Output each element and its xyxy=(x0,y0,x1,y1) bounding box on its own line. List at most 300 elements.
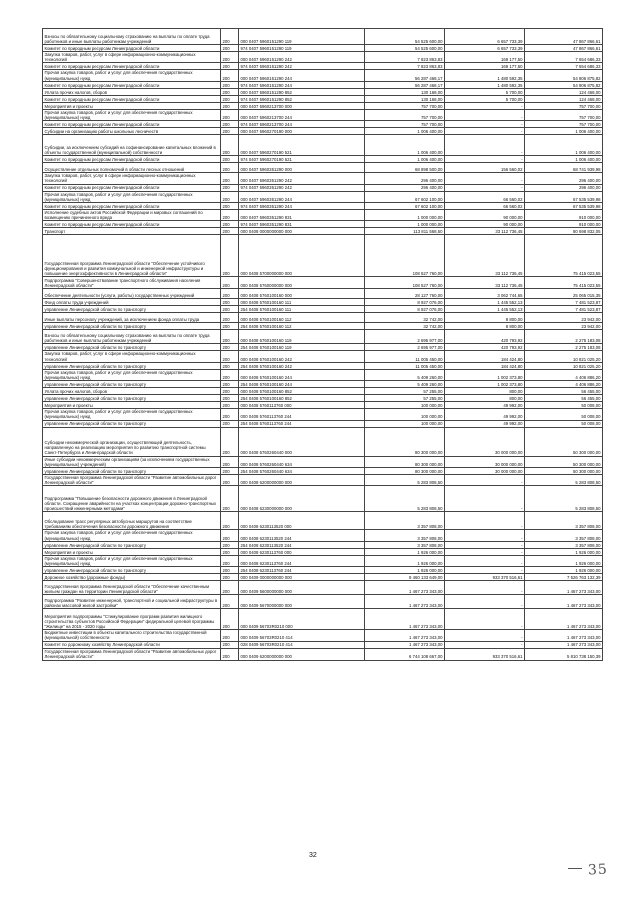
row-executed: 33 112 736,45 xyxy=(445,277,525,289)
row-executed: - xyxy=(445,581,525,595)
row-executed: 1 002 373,80 xyxy=(445,381,525,388)
row-approved: 1 006 400,00 xyxy=(365,156,445,163)
row-approved: 8 460 133 649,00 xyxy=(365,574,445,581)
row-name: Комитет по природным ресурсам Ленинградской области xyxy=(43,221,221,228)
row-code: 200 xyxy=(221,203,239,210)
row-kbk: 028 0409 56703R0210 414 xyxy=(239,641,365,648)
row-name: Прочая закупка товаров, работ и услуг для обеспечения государственных (муниципальных) нужд xyxy=(43,109,221,120)
handwritten-sheet-number: 35 xyxy=(587,861,609,879)
row-kbk: 974 0407 5960151290 852 xyxy=(239,95,365,102)
row-remaining: 910 000,00 xyxy=(525,210,603,221)
row-remaining: 47 867 866,61 xyxy=(525,45,603,52)
row-name: Закупка товаров, работ, услуг в сфере информационно-коммуникационных технологий xyxy=(43,52,221,63)
row-kbk: 000 0409 56703R0210 000 xyxy=(239,609,365,630)
row-approved: 28 127 760,00 xyxy=(365,289,445,299)
table-row xyxy=(43,381,603,388)
row-code: 200 xyxy=(221,102,239,109)
row-executed: - xyxy=(445,641,525,648)
row-remaining: 757 700,00 xyxy=(525,109,603,120)
page-number: 32 xyxy=(309,852,317,859)
row-name: Подпрограмма "Совершенствование транспортного обслуживания населения Ленинградской области" xyxy=(43,277,221,289)
row-executed: - xyxy=(445,135,525,156)
row-remaining: 3 357 808,00 xyxy=(525,530,603,541)
row-remaining: 50 008,00 xyxy=(525,409,603,420)
row-executed: - xyxy=(445,512,525,530)
row-approved: 5 409 260,00 xyxy=(365,369,445,380)
row-name: Государственная программа Ленинградской области "Развитие автомобильных дорог Ленинградской области" xyxy=(43,475,221,486)
row-remaining: 1 006 400,00 xyxy=(525,156,603,163)
row-remaining: 7 481 523,87 xyxy=(525,299,603,306)
row-code: 200 xyxy=(221,81,239,88)
row-remaining: 10 821 025,20 xyxy=(525,362,603,369)
row-executed: 800,00 xyxy=(445,395,525,402)
row-name: Осуществление отдельных полномочий в области лесных отношений xyxy=(43,163,221,173)
row-kbk: 000 0409 5670000000 000 xyxy=(239,595,365,609)
row-executed: 6 657 733,39 xyxy=(445,29,525,45)
row-remaining: 4 406 886,20 xyxy=(525,369,603,380)
row-code: 200 xyxy=(221,420,239,427)
row-kbk: 000 0408 5760100160 119 xyxy=(239,330,365,344)
table-row xyxy=(43,191,603,202)
row-name: управление Ленинградской области по транспорту xyxy=(43,541,221,548)
row-name: управление Ленинградской области по транспорту xyxy=(43,323,221,330)
row-approved: 3 357 808,00 xyxy=(365,530,445,541)
row-remaining: 1 006 400,00 xyxy=(525,135,603,156)
row-code: 200 xyxy=(221,555,239,566)
row-kbk: 000 0408 5760000000 000 xyxy=(239,277,365,289)
row-kbk: 974 0407 5960213700 244 xyxy=(239,121,365,128)
row-approved: 54 525 600,00 xyxy=(365,29,445,45)
row-remaining: 7 526 763 132,39 xyxy=(525,574,603,581)
budget-execution-table xyxy=(42,28,603,661)
row-approved: 1 467 273 343,00 xyxy=(365,581,445,595)
row-executed: 66 560,02 xyxy=(445,203,525,210)
table-row xyxy=(43,574,603,581)
row-kbk: 254 0408 5760100160 242 xyxy=(239,362,365,369)
table-row xyxy=(43,289,603,299)
row-kbk: 000 0408 5760260440 634 xyxy=(239,456,365,467)
row-code: 200 xyxy=(221,306,239,313)
row-code: 200 xyxy=(221,63,239,70)
row-approved: 57 255,00 xyxy=(365,388,445,395)
row-executed: 156 560,02 xyxy=(445,163,525,173)
row-name: Комитет по природным ресурсам Ленинградской области xyxy=(43,121,221,128)
row-code: 200 xyxy=(221,530,239,541)
row-remaining: 75 415 023,55 xyxy=(525,277,603,289)
row-name: Бюджетные инвестиции в объекты капитального строительства государственной (муниципальной) собственности xyxy=(43,630,221,641)
row-code: 200 xyxy=(221,567,239,574)
row-approved: 7 823 863,83 xyxy=(365,63,445,70)
table-row xyxy=(43,541,603,548)
row-remaining: 56 455,00 xyxy=(525,388,603,395)
row-remaining: 67 535 539,98 xyxy=(525,191,603,202)
row-executed: 184 424,80 xyxy=(445,362,525,369)
row-executed: 1 002 373,80 xyxy=(445,369,525,380)
row-kbk: 000 0408 5760100160 111 xyxy=(239,299,365,306)
row-name: Комитет по природным ресурсам Ленинградской области xyxy=(43,81,221,88)
row-approved: 80 300 000,00 xyxy=(365,427,445,456)
row-executed: 5 700,00 xyxy=(445,95,525,102)
row-approved: 130 168,00 xyxy=(365,95,445,102)
row-remaining: 50 300 000,00 xyxy=(525,468,603,475)
row-kbk: 254 0408 5760100160 852 xyxy=(239,395,365,402)
row-approved: 67 602 100,00 xyxy=(365,191,445,202)
row-kbk: 254 0408 6230113520 244 xyxy=(239,541,365,548)
row-kbk: 000 0408 6230113760 000 xyxy=(239,548,365,555)
table-row xyxy=(43,109,603,120)
row-name: Обследование трасс регулярных автобусных маршрутов на соответствие требованиям обеспечения безопасности дорожного движения xyxy=(43,512,221,530)
table-row xyxy=(43,420,603,427)
row-approved: 1 926 000,00 xyxy=(365,555,445,566)
row-code: 200 xyxy=(221,581,239,595)
row-kbk: 000 0407 5960213700 000 xyxy=(239,102,365,109)
row-code: 200 xyxy=(221,574,239,581)
row-kbk: 000 0407 5960270190 521 xyxy=(239,135,365,156)
row-executed: - xyxy=(445,109,525,120)
table-row xyxy=(43,228,603,235)
row-executed: 33 112 736,45 xyxy=(445,235,525,277)
row-name: Мероприятия подпрограммы "Стимулирование программ развития жилищного строительства субъектов Российской Федерации" федеральной целевой программы "Жилище" на 2015 - 2020 годы xyxy=(43,609,221,630)
row-approved: 68 898 500,00 xyxy=(365,163,445,173)
row-code: 200 xyxy=(221,299,239,306)
row-code: 200 xyxy=(221,289,239,299)
row-executed: 1 480 592,35 xyxy=(445,70,525,81)
row-code: 200 xyxy=(221,210,239,221)
row-code: 200 xyxy=(221,648,239,660)
row-approved: 6 744 108 667,00 xyxy=(365,648,445,660)
row-kbk: 000 0408 5760260440 000 xyxy=(239,427,365,456)
row-approved: 11 005 450,00 xyxy=(365,362,445,369)
table-row xyxy=(43,29,603,45)
row-kbk: 000 0407 5960151290 119 xyxy=(239,29,365,45)
row-approved: 80 300 000,00 xyxy=(365,456,445,467)
row-kbk: 000 0408 6230113760 244 xyxy=(239,555,365,566)
row-remaining: 1 926 000,00 xyxy=(525,555,603,566)
row-kbk: 000 0407 5960270190 000 xyxy=(239,128,365,135)
row-name: Прочая закупка товаров, работ и услуг для обеспечения государственных (муниципальных) нужд xyxy=(43,70,221,81)
table-row xyxy=(43,409,603,420)
row-code: 200 xyxy=(221,456,239,467)
row-code: 200 xyxy=(221,475,239,486)
row-remaining: 7 654 686,33 xyxy=(525,63,603,70)
row-remaining: 1 926 000,00 xyxy=(525,548,603,555)
row-kbk: 000 0409 0000000000 000 xyxy=(239,574,365,581)
row-name: Комитет по природным ресурсам Ленинградской области xyxy=(43,95,221,102)
row-executed: - xyxy=(445,595,525,609)
row-name: управление Ленинградской области по транспорту xyxy=(43,420,221,427)
row-remaining: 4 406 886,20 xyxy=(525,381,603,388)
row-kbk: 000 0408 6200000000 000 xyxy=(239,475,365,486)
row-approved: 296 400,00 xyxy=(365,173,445,184)
row-executed: 184 424,80 xyxy=(445,351,525,362)
table-row xyxy=(43,486,603,512)
row-remaining: 68 741 939,98 xyxy=(525,163,603,173)
row-kbk: 974 0407 5960270190 521 xyxy=(239,156,365,163)
row-approved: 1 000 000,00 xyxy=(365,221,445,228)
row-executed: 8 800,00 xyxy=(445,323,525,330)
row-code: 200 xyxy=(221,163,239,173)
row-approved: 3 357 808,00 xyxy=(365,541,445,548)
row-remaining: 54 806 875,82 xyxy=(525,81,603,88)
row-code: 200 xyxy=(221,344,239,351)
row-executed: 30 000 000,00 xyxy=(445,427,525,456)
table-row xyxy=(43,369,603,380)
row-executed: 1 480 592,35 xyxy=(445,81,525,88)
row-kbk: 000 0407 5960351290 242 xyxy=(239,173,365,184)
row-kbk: 000 0408 5760100160 242 xyxy=(239,351,365,362)
row-remaining: 757 700,00 xyxy=(525,121,603,128)
row-executed: 933 370 516,61 xyxy=(445,574,525,581)
row-name: Прочая закупка товаров, работ и услуг для обеспечения государственных (муниципальных) нужд xyxy=(43,191,221,202)
row-name: Подпрограмма "Повышение безопасности дорожного движения в Ленинградской области. Сокращение аварийности на участках концентрации дорожно-транспортных происшествий инженерными методами" xyxy=(43,486,221,512)
row-approved: 67 602 100,00 xyxy=(365,203,445,210)
row-remaining: 75 415 023,55 xyxy=(525,235,603,277)
table-row xyxy=(43,648,603,660)
row-executed: 800,00 xyxy=(445,388,525,395)
row-approved: 757 700,00 xyxy=(365,102,445,109)
row-kbk: 974 0407 5960351290 242 xyxy=(239,184,365,191)
table-row xyxy=(43,210,603,221)
row-remaining: 50 300 000,00 xyxy=(525,427,603,456)
table-row xyxy=(43,63,603,70)
row-approved: 1 926 000,00 xyxy=(365,567,445,574)
row-kbk: 000 0407 5960151290 244 xyxy=(239,70,365,81)
row-approved: 11 005 450,00 xyxy=(365,351,445,362)
table-row xyxy=(43,81,603,88)
row-executed: - xyxy=(445,630,525,641)
row-name: Комитет по дорожному хозяйству Ленинградской области xyxy=(43,641,221,648)
row-remaining: 757 700,00 xyxy=(525,102,603,109)
table-row xyxy=(43,581,603,595)
table-row xyxy=(43,88,603,95)
row-remaining: 56 455,00 xyxy=(525,395,603,402)
row-approved: 32 742,00 xyxy=(365,323,445,330)
row-remaining: 10 821 025,20 xyxy=(525,351,603,362)
row-code: 200 xyxy=(221,184,239,191)
row-remaining: 67 535 539,98 xyxy=(525,203,603,210)
row-executed: 420 793,92 xyxy=(445,330,525,344)
row-name: Прочая закупка товаров, работ и услуг для обеспечения государственных (муниципальных) нужд xyxy=(43,409,221,420)
row-kbk: 000 0407 5960151290 242 xyxy=(239,52,365,63)
row-kbk: 254 0408 5760100160 112 xyxy=(239,323,365,330)
row-code: 200 xyxy=(221,95,239,102)
row-name: управление Ленинградской области по транспорту xyxy=(43,381,221,388)
row-approved: 100 000,00 xyxy=(365,402,445,409)
row-executed: 90 000,00 xyxy=(445,221,525,228)
table-row xyxy=(43,456,603,467)
row-code: 200 xyxy=(221,468,239,475)
table-row xyxy=(43,344,603,351)
row-remaining: 1 006 400,00 xyxy=(525,128,603,135)
row-approved: 296 400,00 xyxy=(365,184,445,191)
row-executed: - xyxy=(445,475,525,486)
table-row xyxy=(43,595,603,609)
table-row xyxy=(43,203,603,210)
row-name: управление Ленинградской области по транспорту xyxy=(43,468,221,475)
row-kbk: 974 0407 5960151290 242 xyxy=(239,63,365,70)
row-name: Комитет по природным ресурсам Ленинградской области xyxy=(43,203,221,210)
row-name: Субсидии, за исключением субсидий на софинансирование капитальных вложений в объекты государственной (муниципальной) собственности xyxy=(43,135,221,156)
row-kbk: 000 0407 5960213700 244 xyxy=(239,109,365,120)
row-kbk: 000 0408 0000000000 000 xyxy=(239,228,365,235)
table-row xyxy=(43,323,603,330)
row-name: Иные субсидии некоммерческим организациям (за исключением государственных (муниципальных) учреждений) xyxy=(43,456,221,467)
row-kbk: 254 0408 5760260440 634 xyxy=(239,468,365,475)
row-code: 200 xyxy=(221,381,239,388)
table-row xyxy=(43,567,603,574)
row-name: Прочая закупка товаров, работ и услуг для обеспечения государственных (муниципальных) нужд xyxy=(43,369,221,380)
row-remaining: 7 654 686,33 xyxy=(525,52,603,63)
row-code: 200 xyxy=(221,630,239,641)
row-approved: 1 000 000,00 xyxy=(365,210,445,221)
row-name: Мероприятия и проекты xyxy=(43,402,221,409)
row-executed: - xyxy=(445,128,525,135)
table-row xyxy=(43,277,603,289)
row-code: 200 xyxy=(221,135,239,156)
row-executed: 49 992,00 xyxy=(445,420,525,427)
row-name: Комитет по природным ресурсам Ленинградской области xyxy=(43,184,221,191)
row-executed: 3 062 744,65 xyxy=(445,289,525,299)
row-code: 200 xyxy=(221,427,239,456)
row-approved: 1 926 000,00 xyxy=(365,548,445,555)
row-executed: 169 177,50 xyxy=(445,63,525,70)
row-name: Субсидии на организацию работы школьных лесничеств xyxy=(43,128,221,135)
row-kbk: 254 0408 5760100160 111 xyxy=(239,306,365,313)
row-executed: 1 445 552,13 xyxy=(445,306,525,313)
row-code: 200 xyxy=(221,609,239,630)
row-approved: 757 700,00 xyxy=(365,109,445,120)
row-code: 200 xyxy=(221,548,239,555)
row-name: управление Ленинградской области по транспорту xyxy=(43,306,221,313)
row-code: 200 xyxy=(221,409,239,420)
row-code: 200 xyxy=(221,128,239,135)
row-remaining: 1 467 273 343,00 xyxy=(525,641,603,648)
row-executed: - xyxy=(445,102,525,109)
row-kbk: 000 0408 5760100160 112 xyxy=(239,313,365,323)
table-row xyxy=(43,512,603,530)
row-code: 200 xyxy=(221,29,239,45)
row-approved: 100 000,00 xyxy=(365,420,445,427)
row-code: 200 xyxy=(221,395,239,402)
row-executed: 49 992,00 xyxy=(445,409,525,420)
row-remaining: 23 942,00 xyxy=(525,323,603,330)
row-kbk: 000 0407 5960351290 000 xyxy=(239,163,365,173)
row-code: 200 xyxy=(221,45,239,52)
row-executed: 5 700,00 xyxy=(445,88,525,95)
row-executed: - xyxy=(445,184,525,191)
row-kbk: 000 0407 5960351290 244 xyxy=(239,191,365,202)
row-name: Уплата прочих налогов, сборов xyxy=(43,88,221,95)
row-kbk: 254 0408 5760100160 119 xyxy=(239,344,365,351)
row-remaining: 124 468,00 xyxy=(525,88,603,95)
table-row xyxy=(43,548,603,555)
row-approved: 1 467 273 343,00 xyxy=(365,641,445,648)
row-approved: 1 467 273 343,00 xyxy=(365,609,445,630)
row-name: Мероприятия и проекты xyxy=(43,102,221,109)
table-row xyxy=(43,221,603,228)
row-executed: 30 000 000,00 xyxy=(445,468,525,475)
row-kbk: 000 0408 6230000000 000 xyxy=(239,486,365,512)
row-name: Мероприятия и проекты xyxy=(43,548,221,555)
row-kbk: 000 0407 5960151290 852 xyxy=(239,88,365,95)
row-approved: 108 527 760,00 xyxy=(365,235,445,277)
row-remaining: 54 806 875,82 xyxy=(525,70,603,81)
row-code: 200 xyxy=(221,88,239,95)
row-code: 200 xyxy=(221,277,239,289)
row-kbk: 000 0408 6230113520 000 xyxy=(239,512,365,530)
row-kbk: 254 0408 6230113760 244 xyxy=(239,567,365,574)
table-row xyxy=(43,128,603,135)
row-name: Подпрограмма "Развитие инженерной, транспортной и социальной инфраструктуры в районах массовой жилой застройки" xyxy=(43,595,221,609)
row-code: 200 xyxy=(221,512,239,530)
row-code: 200 xyxy=(221,70,239,81)
table-row xyxy=(43,306,603,313)
row-remaining: 50 008,00 xyxy=(525,420,603,427)
row-code: 200 xyxy=(221,362,239,369)
table-row xyxy=(43,173,603,184)
row-executed: - xyxy=(445,548,525,555)
row-code: 200 xyxy=(221,191,239,202)
row-kbk: 974 0407 5960151290 244 xyxy=(239,81,365,88)
table-row xyxy=(43,45,603,52)
row-code: 200 xyxy=(221,156,239,163)
row-code: 200 xyxy=(221,541,239,548)
row-approved: 1 467 273 343,00 xyxy=(365,630,445,641)
table-row xyxy=(43,402,603,409)
row-executed: - xyxy=(445,541,525,548)
row-kbk: 000 0408 5760100160 244 xyxy=(239,369,365,380)
row-approved: 5 283 808,50 xyxy=(365,475,445,486)
row-approved: 1 467 273 343,00 xyxy=(365,595,445,609)
row-approved: 108 527 760,00 xyxy=(365,277,445,289)
table-row xyxy=(43,388,603,395)
row-remaining: 5 283 808,50 xyxy=(525,486,603,512)
row-executed: - xyxy=(445,156,525,163)
row-executed: 30 000 000,00 xyxy=(445,456,525,467)
row-remaining: 3 357 808,00 xyxy=(525,512,603,530)
row-approved: 757 700,00 xyxy=(365,121,445,128)
row-name: Фонд оплаты труда учреждений xyxy=(43,299,221,306)
row-remaining: 2 275 183,08 xyxy=(525,344,603,351)
table-row xyxy=(43,235,603,277)
row-name: Прочая закупка товаров, работ и услуг для обеспечения государственных (муниципальных) нужд xyxy=(43,530,221,541)
row-kbk: 254 0408 5760100160 244 xyxy=(239,381,365,388)
row-name: управление Ленинградской области по транспорту xyxy=(43,567,221,574)
row-name: Государственная программа Ленинградской области "Обеспечение качественным жильем граждан на территории Ленинградской области" xyxy=(43,581,221,595)
row-name: Государственная программа Ленинградской области "Развитие автомобильных дорог Ленинградской области" xyxy=(43,648,221,660)
row-code: 200 xyxy=(221,228,239,235)
table-row xyxy=(43,362,603,369)
table-row xyxy=(43,555,603,566)
row-code: 200 xyxy=(221,173,239,184)
row-remaining: 296 400,00 xyxy=(525,184,603,191)
table-row xyxy=(43,156,603,163)
row-code: 200 xyxy=(221,369,239,380)
row-kbk: 254 0408 5760113760 244 xyxy=(239,420,365,427)
row-name: Закупка товаров, работ, услуг в сфере информационно-коммуникационных технологий xyxy=(43,173,221,184)
table-row xyxy=(43,95,603,102)
row-code: 200 xyxy=(221,121,239,128)
row-executed: - xyxy=(445,555,525,566)
row-remaining: 23 942,00 xyxy=(525,313,603,323)
row-kbk: 000 0408 5760113760 244 xyxy=(239,409,365,420)
row-approved: 57 255,00 xyxy=(365,395,445,402)
row-remaining: 7 481 523,87 xyxy=(525,306,603,313)
row-executed: - xyxy=(445,609,525,630)
row-kbk: 000 0408 5760113760 000 xyxy=(239,402,365,409)
table-row xyxy=(43,184,603,191)
row-approved: 113 811 568,50 xyxy=(365,228,445,235)
